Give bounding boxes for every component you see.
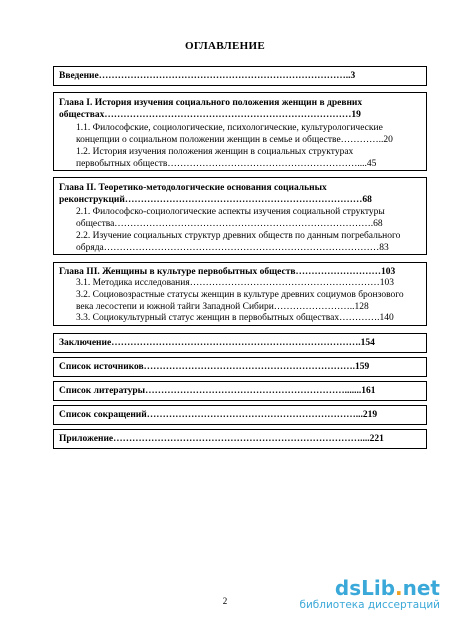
toc-entry-sources: Список источников………………………………………………………….159 [59, 362, 370, 372]
toc-entry-section-3-2: 3.2. Социовозрастные статусы женщин в культуре древних социумов бронзового [76, 290, 404, 300]
toc-box-conclusion [53, 333, 427, 353]
toc-box-abbreviations [53, 405, 427, 425]
toc-entry-section-1-2-cont: первобытных обществ……………………………………………………....45 [76, 159, 377, 169]
toc-entry-section-1-2: 1.2. История изучения положения женщин в социальных структурах [76, 147, 354, 157]
toc-entry-section-3-2-cont: века лесостепи и южной тайги Западной Сибири……………………..128 [76, 302, 369, 312]
watermark-subtitle: библиотека диссертаций [299, 599, 440, 611]
toc-box-sources [53, 357, 427, 377]
toc-entry-abbreviations: Список сокращений…………………………………………………………...219 [59, 410, 378, 420]
toc-box-chapter-1 [53, 92, 427, 171]
toc-entry-section-1-1-cont: концепции о социальном положении женщин в семье и обществе…………..20 [76, 135, 393, 145]
toc-entry-intro: Введение……………………………………………………………………..3 [59, 71, 356, 81]
toc-box-intro [53, 66, 427, 86]
toc-entry-literature: Список литературы……………………………………………………….......161 [59, 386, 376, 396]
toc-entry-section-2-1: 2.1. Философско-социологические аспекты изучения социальной структуры [76, 207, 385, 217]
watermark-logo-main: dsLib [334, 576, 396, 600]
toc-box-chapter-2 [53, 177, 427, 255]
toc-entry-chapter-3: Глава III. Женщины в культуре первобытных обществ………………………103 [59, 267, 396, 277]
toc-entry-chapter-1-cont: обществах……………………………………………………………………19 [59, 110, 361, 120]
toc-entry-section-2-1-cont: общества……………………………………………………………………….68 [76, 219, 383, 229]
toc-entry-conclusion: Заключение…………………………………………………………………….154 [59, 338, 375, 348]
watermark-logo-dot: . [395, 576, 403, 600]
watermark-logo [299, 577, 440, 599]
toc-entry-section-2-2-cont: обряда……………………………………………………………………………83 [76, 243, 389, 253]
toc-box-literature [53, 381, 427, 401]
toc-entry-section-3-3: 3.3. Социокультурный статус женщин в первобытных обществах………….140 [76, 313, 394, 323]
watermark-logo-tld: net [402, 576, 440, 600]
toc-entry-chapter-2: Глава II. Теоретико-методологические основания социальных [59, 183, 327, 193]
toc-entry-section-1-1: 1.1. Философские, социологические, психологические, культурологические [76, 123, 383, 133]
toc-entry-chapter-2-cont: реконструкций…………………………………………………………………68 [59, 195, 372, 205]
toc-entry-chapter-1: Глава I. История изучения социального положения женщин в древних [59, 98, 363, 108]
toc-box-appendix [53, 429, 427, 449]
watermark [299, 577, 440, 612]
page-title: ОГЛАВЛЕНИЕ [185, 40, 265, 52]
page-number: 2 [222, 596, 228, 606]
toc-box-chapter-3 [53, 262, 427, 326]
toc-entry-appendix: Приложение……………………………………………………………………....221 [59, 434, 384, 444]
toc-entry-section-2-2: 2.2. Изучение социальных структур древних обществ по данным погребального [76, 231, 401, 241]
toc-entry-section-3-1: 3.1. Методика исследования……………………………………………………103 [76, 278, 394, 288]
